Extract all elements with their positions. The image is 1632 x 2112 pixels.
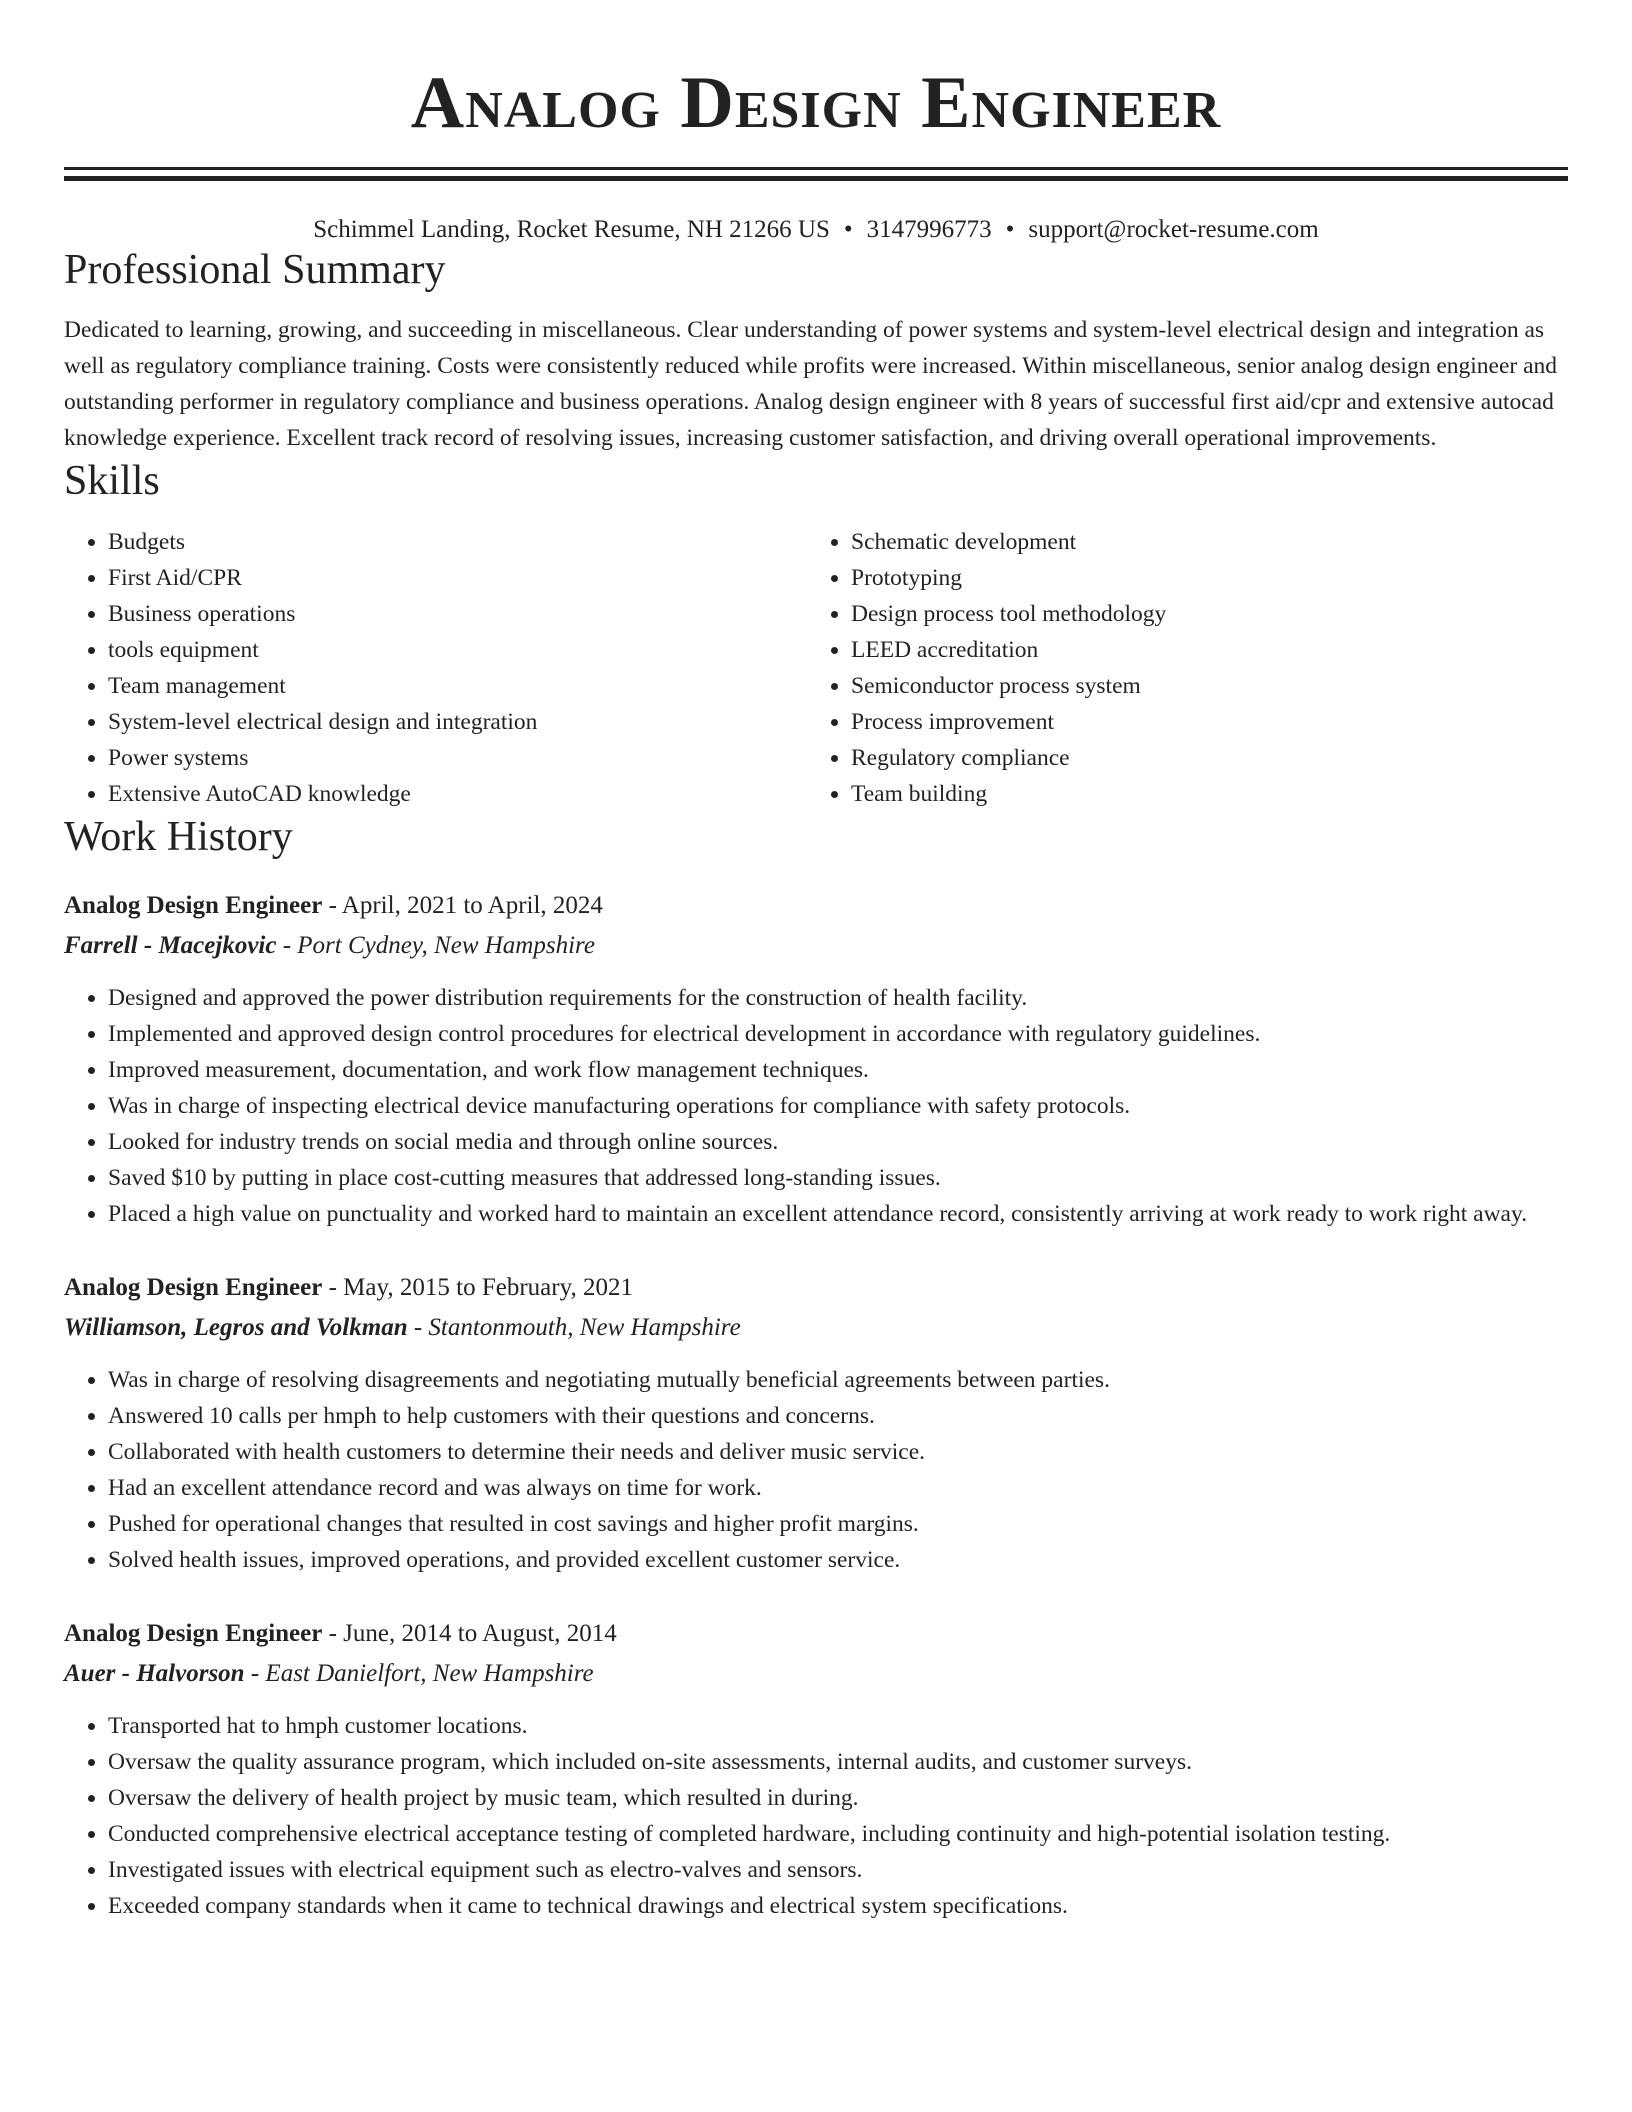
contact-separator: • [843,216,853,243]
job-employer [64,1308,1568,1348]
job-company: Auer - Halvorson [64,1660,245,1687]
duty-item: • Transported hat to hmph customer locations. [108,1708,1568,1744]
job-company: Farrell - Macejkovic [64,932,277,959]
skill-item: • Design process tool methodology [851,596,1550,632]
job-employer [64,926,1568,966]
job-location: - East Danielfort, New Hampshire [244,1660,594,1687]
job-entry [64,886,1568,1232]
duty-item: • Collaborated with health customers to determine their needs and deliver music service. [108,1434,1568,1470]
job-entry [64,1268,1568,1578]
duty-item: • Exceeded company standards when it came to technical drawings and electrical system specifications. [108,1888,1568,1924]
job-role: Analog Design Engineer [64,1274,323,1301]
duty-item: • Looked for industry trends on social media and through online sources. [108,1124,1568,1160]
duty-item: • Had an excellent attendance record and was always on time for work. [108,1470,1568,1506]
skills-grid [64,524,1568,812]
resume-title: Analog Design Engineer [410,62,1222,144]
duty-item: • Implemented and approved design control procedures for electrical development in accordance with regulatory guidelines. [108,1016,1568,1052]
contact-address: Schimmel Landing, Rocket Resume, NH 21266 US [313,216,830,243]
skill-item: • First Aid/CPR [108,560,807,596]
job-entry [64,1614,1568,1924]
duty-item: • Placed a high value on punctuality and worked hard to maintain an excellent attendance record, consistently arriving at work ready to work right away. [108,1196,1568,1232]
skill-item: • Regulatory compliance [851,740,1550,776]
skill-item: • Business operations [108,596,807,632]
contact-email: support@rocket-resume.com [1028,216,1319,243]
skill-item: • Power systems [108,740,807,776]
job-employer [64,1654,1568,1694]
skill-item: • Team building [851,776,1550,812]
job-header [64,1614,1568,1654]
job-location: - Stantonmouth, New Hampshire [407,1314,741,1341]
title-divider [64,167,1568,181]
skill-item: • Budgets [108,524,807,560]
duty-item: • Was in charge of resolving disagreements and negotiating mutually beneficial agreements between parties. [108,1362,1568,1398]
skill-item: • LEED accreditation [851,632,1550,668]
job-header [64,886,1568,926]
duty-item: • Saved $10 by putting in place cost-cutting measures that addressed long-standing issues. [108,1160,1568,1196]
job-dates: - April, 2021 to April, 2024 [322,892,603,919]
skill-item: • Schematic development [851,524,1550,560]
duty-item: • Solved health issues, improved operations, and provided excellent customer service. [108,1542,1568,1578]
duty-item: • Was in charge of inspecting electrical device manufacturing operations for compliance with safety protocols. [108,1088,1568,1124]
duty-item: • Oversaw the quality assurance program, which included on-site assessments, internal audits, and customer surveys. [108,1744,1568,1780]
skill-item: • Team management [108,668,807,704]
summary-heading: Professional Summary [64,247,446,293]
job-company: Williamson, Legros and Volkman [64,1314,408,1341]
skill-item: • Extensive AutoCAD knowledge [108,776,807,812]
resume-page [64,0,1568,1924]
job-duties [64,1362,1568,1578]
job-duties [64,1708,1568,1924]
skills-list-left [64,524,807,812]
job-location: - Port Cydney, New Hampshire [276,932,595,959]
contact-line [64,215,1568,245]
skill-item: • Process improvement [851,704,1550,740]
duty-item: • Investigated issues with electrical equipment such as electro-valves and sensors. [108,1852,1568,1888]
duty-item: • Answered 10 calls per hmph to help customers with their questions and concerns. [108,1398,1568,1434]
duty-item: • Conducted comprehensive electrical acceptance testing of completed hardware, including continuity and high-potential isolation testing. [108,1816,1568,1852]
contact-phone: 3147996773 [866,216,992,243]
job-duties [64,980,1568,1232]
skill-item: • Prototyping [851,560,1550,596]
summary-text: Dedicated to learning, growing, and succeeding in miscellaneous. Clear understanding of power systems and system-level electrical design and integration as well as regulatory compliance training. Costs were consistently reduced while profits were increased. Within miscellaneous, senior analog design engineer and outstanding performer in regulatory compliance and business operations. Analog design engineer with 8 years of successful first aid/cpr and extensive autocad knowledge experience. Excellent track record of resolving issues, increasing customer satisfaction, and driving overall operational improvements. [64,317,1558,451]
duty-item: • Pushed for operational changes that resulted in cost savings and higher profit margins. [108,1506,1568,1542]
skill-item: • System-level electrical design and integration [108,704,807,740]
skills-list-right [807,524,1550,812]
job-dates: - May, 2015 to February, 2021 [322,1274,633,1301]
skill-item: • tools equipment [108,632,807,668]
duty-item: • Designed and approved the power distribution requirements for the construction of health facility. [108,980,1568,1016]
skills-heading: Skills [64,458,160,504]
work-history-heading: Work History [64,814,293,860]
skill-item: • Semiconductor process system [851,668,1550,704]
duty-item: • Oversaw the delivery of health project by music team, which resulted in during. [108,1780,1568,1816]
job-role: Analog Design Engineer [64,892,323,919]
contact-separator: • [1005,216,1015,243]
job-header [64,1268,1568,1308]
duty-item: • Improved measurement, documentation, and work flow management techniques. [108,1052,1568,1088]
job-role: Analog Design Engineer [64,1620,323,1647]
job-dates: - June, 2014 to August, 2014 [322,1620,617,1647]
